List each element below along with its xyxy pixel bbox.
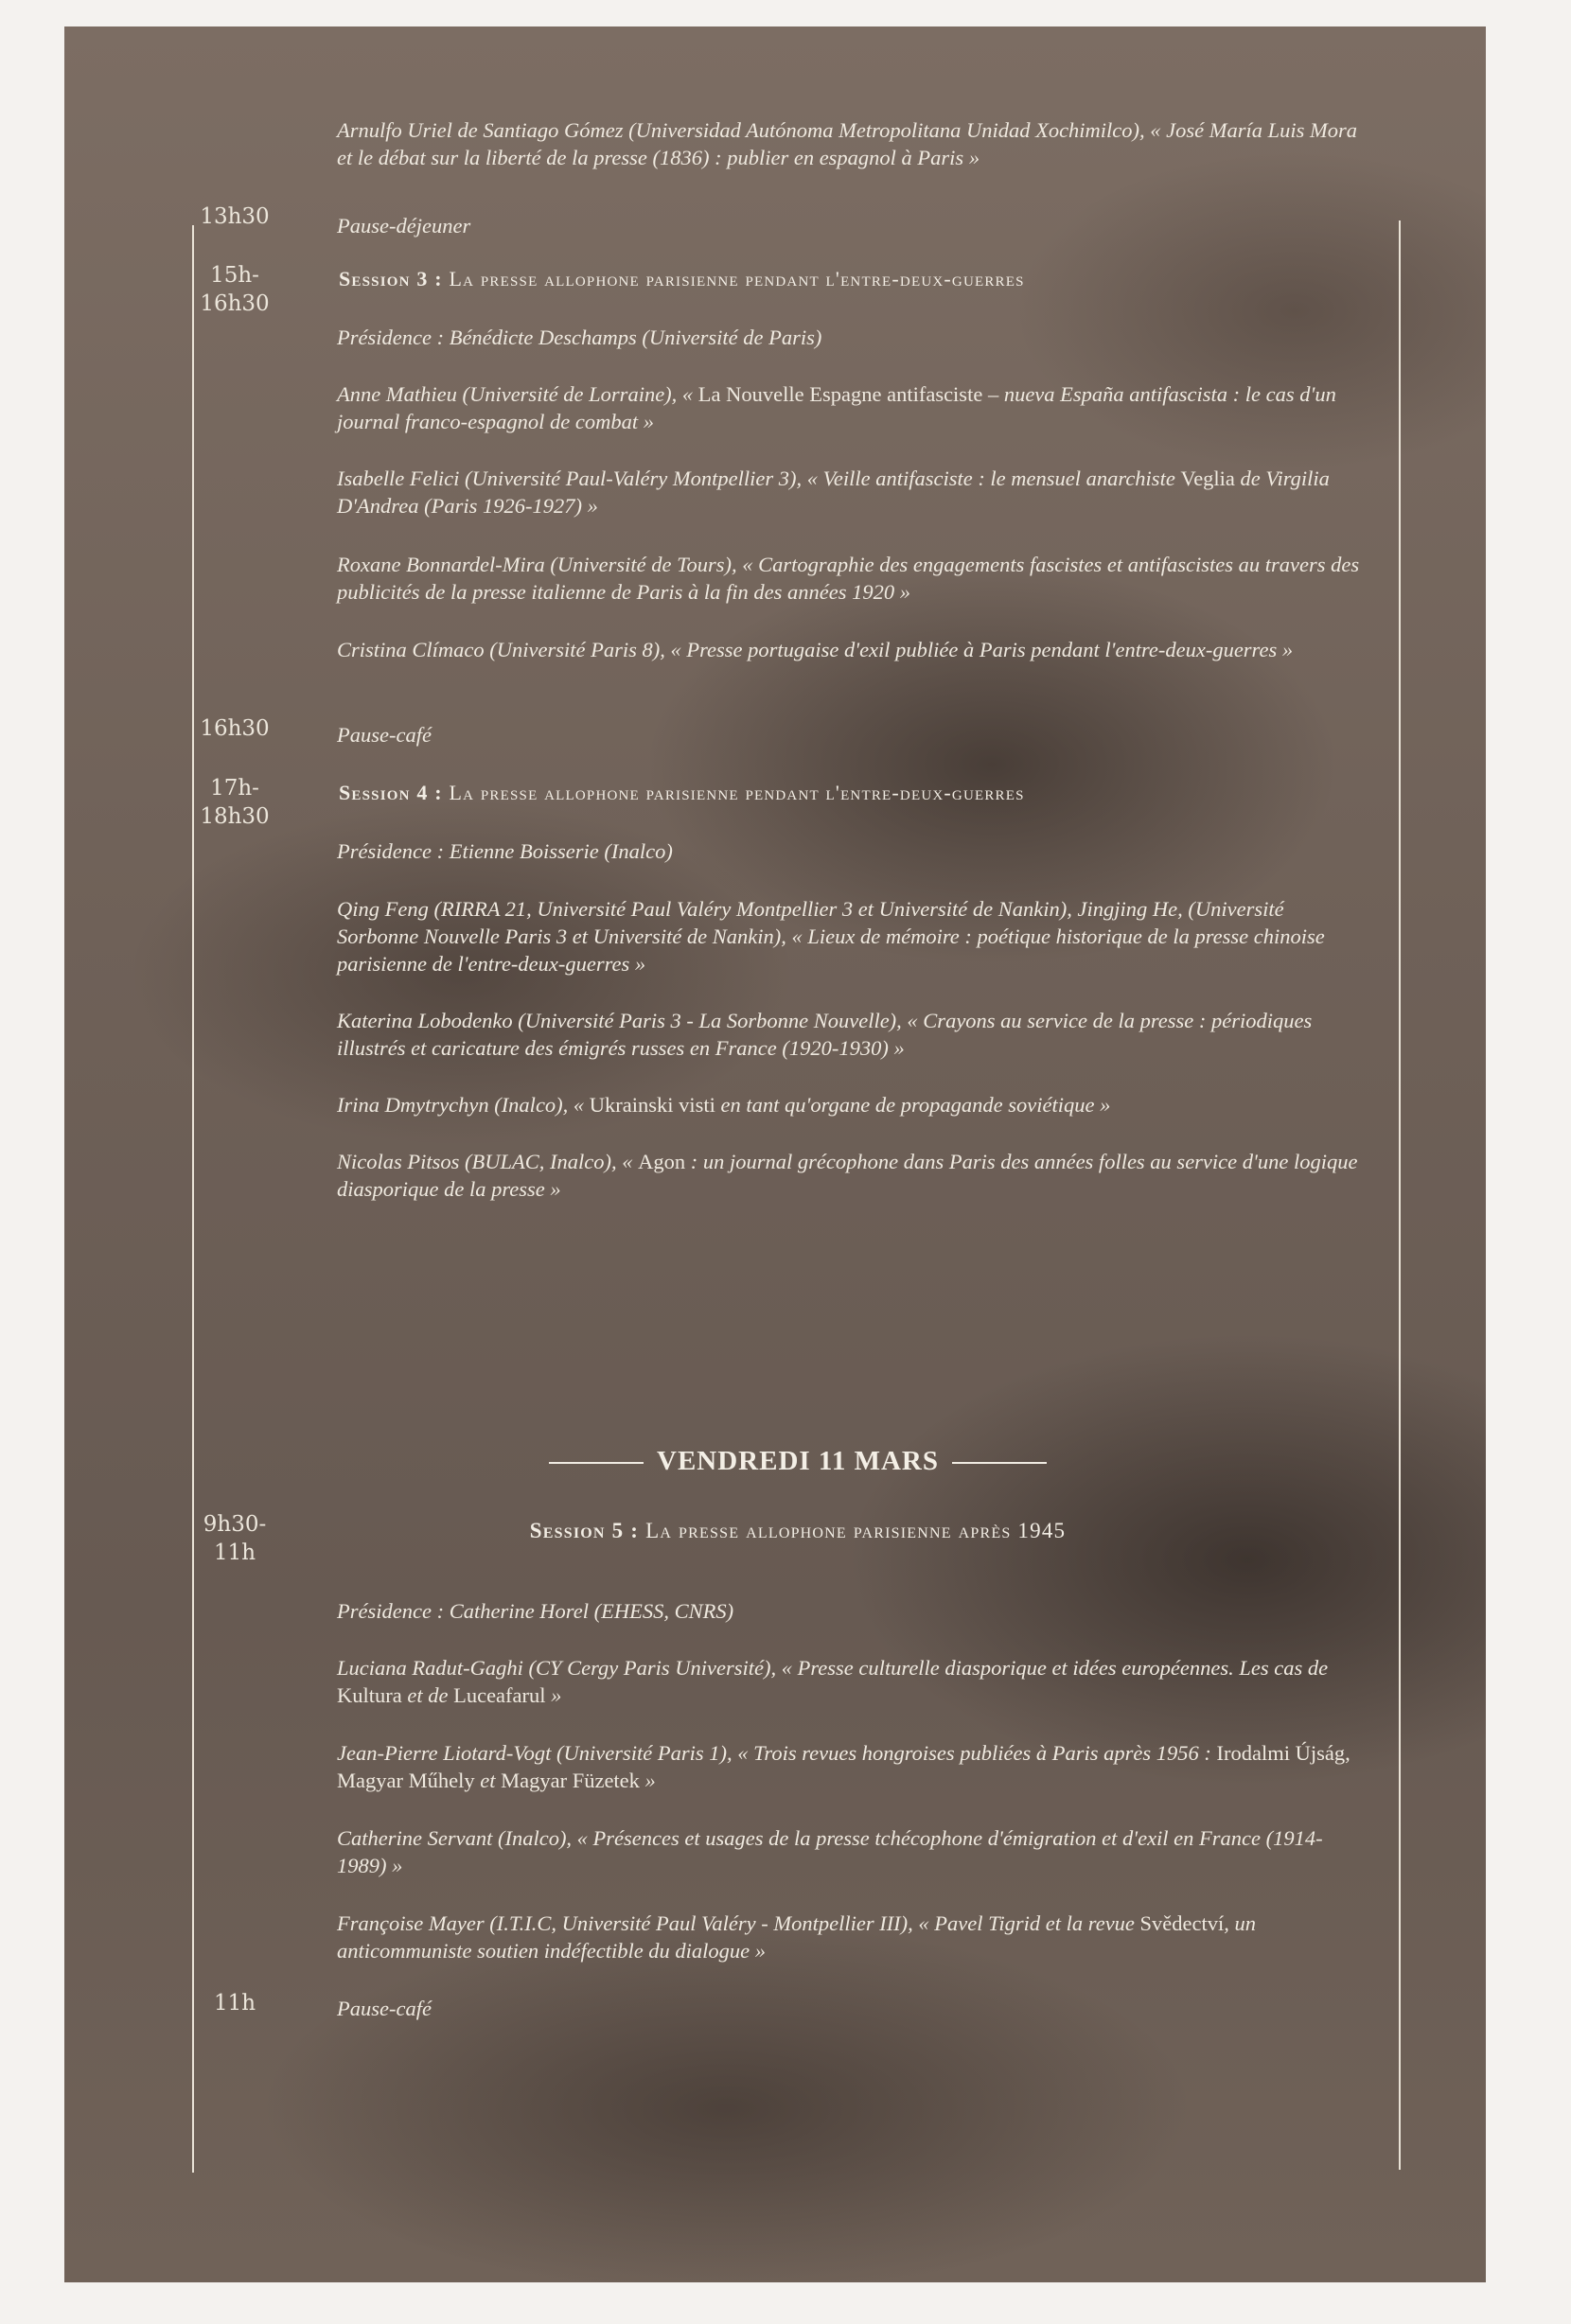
session3-talk-3: Roxane Bonnardel-Mira (Université de Tours), « Cartographie des engagements fascistes et antifascistes au travers des publicités de la presse italienne de Paris à la fin des années 1920 » [337, 553, 1360, 604]
session3-talk-4: Cristina Clímaco (Université Paris 8), « Presse portugaise d'exil publiée à Paris pendant l'entre-deux-guerres » [337, 638, 1294, 661]
break-label: Pause-café [337, 723, 432, 747]
program-page [64, 26, 1486, 2282]
session4-talk-1: Qing Feng (RIRRA 21, Université Paul Valéry Montpellier 3 et Université de Nankin), Jingjing He, (Université Sorbonne Nouvelle Paris 3 et Université de Nankin), « Lieux de mémoire : poétique historique de la presse chinoise parisienne de l'entre-deux-guerres » [337, 897, 1325, 976]
session4-time: 17h-18h30 [200, 776, 270, 829]
session5-talk-4: Françoise Mayer (I.T.I.C, Université Paul Valéry - Montpellier III), « Pavel Tigrid et la revue Svědectví, un anticommuniste soutien indéfectible du dialogue » [337, 1911, 1257, 1963]
session5-time: 9h30-11h [203, 1512, 267, 1565]
left-rule [192, 225, 194, 2173]
session5-chair: Présidence : Catherine Horel (EHESS, CNRS) [337, 1599, 734, 1623]
session5-talk-3: Catherine Servant (Inalco), « Présences et usages de la presse tchécophone d'émigration et d'exil en France (1914-1989) » [337, 1826, 1323, 1877]
session5-talk-2: Jean-Pierre Liotard-Vogt (Université Paris 1), « Trois revues hongroises publiées à Paris après 1956 : Irodalmi Újság, Magyar Műhely et Magyar Füzetek » [337, 1741, 1350, 1792]
session5-talk-1: Luciana Radut-Gaghi (CY Cergy Paris Université), « Presse culturelle diasporique et idées européennes. Les cas de Kultura et de Luceafarul » [337, 1656, 1329, 1707]
session3-title: Session 3 : La presse allophone parisienne pendant l'entre-deux-guerres [339, 267, 1025, 290]
right-rule [1399, 220, 1401, 2170]
session3-time: 15h-16h30 [200, 263, 270, 316]
session3-talk-2: Isabelle Felici (Université Paul-Valéry Montpellier 3), « Veille antifasciste : le mensuel anarchiste Veglia de Virgilia D'Andrea (Paris 1926-1927) » [337, 467, 1330, 518]
session4-title: Session 4 : La presse allophone parisienne pendant l'entre-deux-guerres [339, 781, 1025, 804]
session4-talk-3: Irina Dmytrychyn (Inalco), « Ukrainski visti en tant qu'organe de propagande soviétique » [337, 1093, 1111, 1117]
break-time: 16h30 [200, 716, 270, 741]
session4-talk-4: Nicolas Pitsos (BULAC, Inalco), « Agon : un journal grécophone dans Paris des années folles au service d'une logique diasporique de la presse » [337, 1150, 1358, 1201]
session3-chair: Présidence : Bénédicte Deschamps (Université de Paris) [337, 326, 822, 349]
day-heading: VENDREDI 11 MARS [197, 1446, 1399, 1477]
dash-left [549, 1462, 644, 1464]
break-time: 11h [213, 1991, 256, 2016]
session3-talk-1: Anne Mathieu (Université de Lorraine), « La Nouvelle Espagne antifasciste – nueva España antifascista : le cas d'un journal franco-espagnol de combat » [337, 382, 1336, 433]
session5-title: Session 5 : La presse allophone parisienne après 1945 [529, 1519, 1067, 1542]
session4-chair: Présidence : Etienne Boisserie (Inalco) [337, 839, 673, 863]
intro-talk: Arnulfo Uriel de Santiago Gómez (Universidad Autónoma Metropolitana Unidad Xochimilco), « José María Luis Mora et le débat sur la liberté de la presse (1836) : publier en espagnol à Paris » [337, 118, 1358, 169]
dash-right [952, 1462, 1047, 1464]
session4-talk-2: Katerina Lobodenko (Université Paris 3 - La Sorbonne Nouvelle), « Crayons au service de la presse : périodiques illustrés et caricature des émigrés russes en France (1920-1930) » [337, 1009, 1313, 1060]
break-label: Pause-déjeuner [337, 214, 471, 238]
break-label: Pause-café [337, 1997, 432, 2020]
break-time: 13h30 [200, 204, 270, 229]
